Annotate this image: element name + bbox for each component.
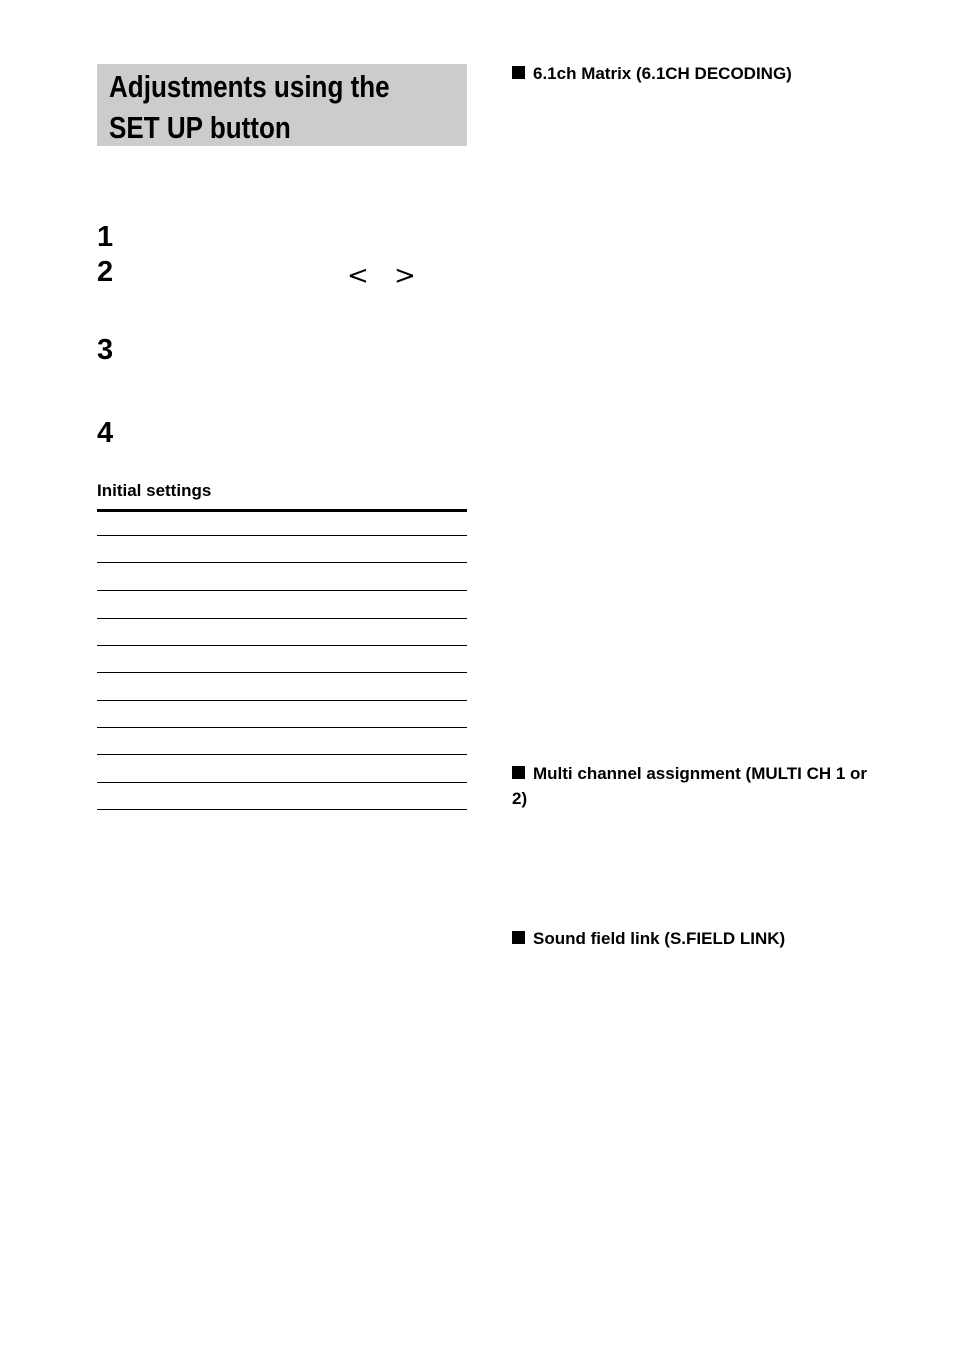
page-title-banner — [97, 64, 467, 146]
right-arrow-icon: > — [394, 261, 416, 291]
step-number-1: 1 — [97, 221, 114, 253]
table-caption: Initial settings — [97, 481, 212, 500]
page-title-line-2: SET UP button — [109, 110, 291, 145]
table-row-rule — [97, 645, 467, 646]
table-row-rule — [97, 562, 467, 563]
step-number-3: 3 — [97, 334, 114, 366]
table-row-rule — [97, 754, 467, 755]
section-heading-sound-field-link — [512, 926, 882, 951]
section-heading-text: Multi channel assignment (MULTI CH 1 or 2) — [512, 764, 868, 808]
section-heading-text: 6.1ch Matrix (6.1CH DECODING) — [533, 64, 792, 83]
square-bullet-icon — [512, 931, 525, 944]
table-row-rule — [97, 727, 467, 728]
table-row-rule — [97, 809, 467, 810]
left-arrow-icon: < — [347, 261, 369, 291]
section-heading-multi-channel — [512, 761, 882, 811]
table-row-rule — [97, 782, 467, 783]
table-row-rule — [97, 535, 467, 536]
square-bullet-icon — [512, 766, 525, 779]
square-bullet-icon — [512, 66, 525, 79]
table-row-rule — [97, 618, 467, 619]
table-row-rule — [97, 700, 467, 701]
table-row-rule — [97, 672, 467, 673]
section-heading-6-1ch-matrix — [512, 61, 882, 86]
table-header-rule — [97, 509, 467, 512]
page-title-line-1: Adjustments using the — [109, 69, 390, 104]
step-number-2: 2 — [97, 256, 114, 288]
step-number-4: 4 — [97, 417, 114, 449]
section-heading-text: Sound field link (S.FIELD LINK) — [533, 929, 786, 948]
table-row-rule — [97, 590, 467, 591]
